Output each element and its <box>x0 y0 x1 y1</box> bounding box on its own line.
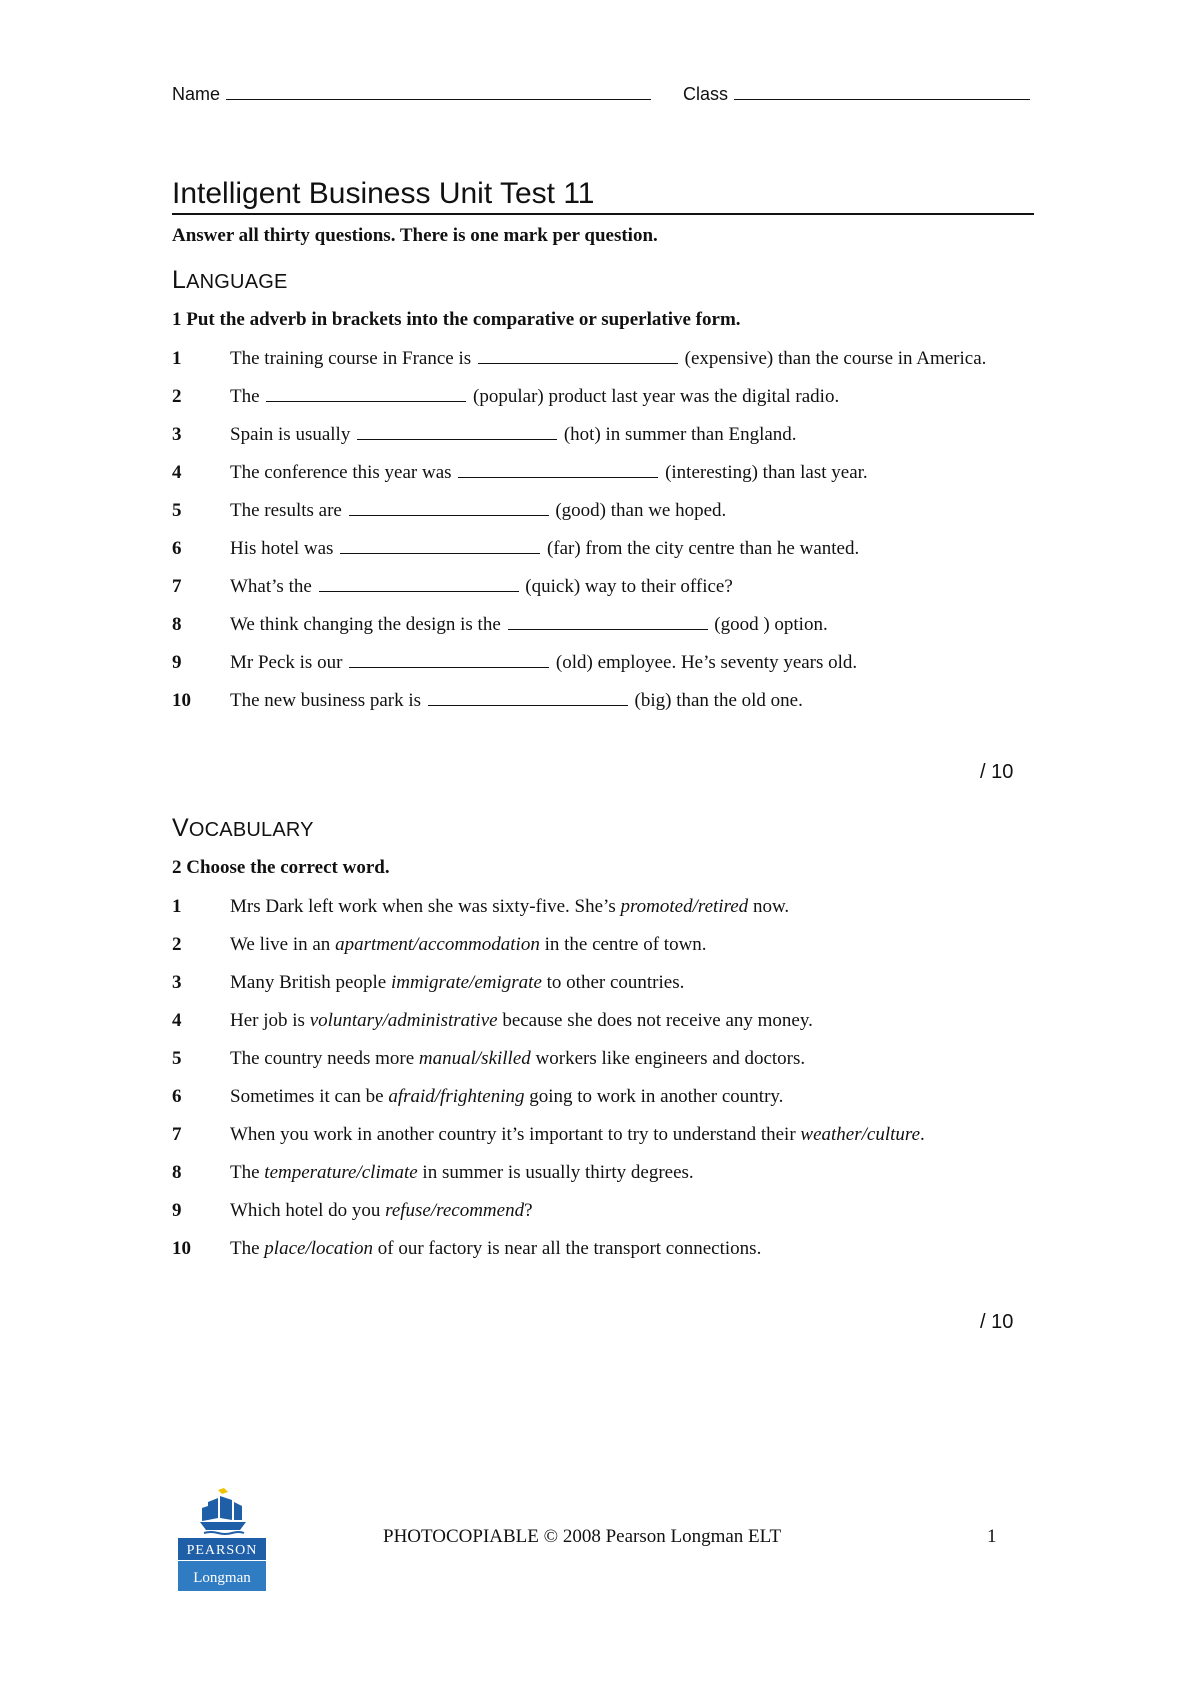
question-text-after: to other countries. <box>546 972 685 993</box>
word-options[interactable]: voluntary/administrative <box>309 1010 498 1031</box>
question-text-before: We think changing the design is the <box>230 614 501 635</box>
question-number: 3 <box>172 972 182 993</box>
language-question <box>172 498 1002 523</box>
vocabulary-question <box>172 1046 1002 1071</box>
question-text-after: in the centre of town. <box>544 934 707 955</box>
pearson-longman-logo <box>178 1488 266 1591</box>
word-options[interactable]: weather/culture <box>800 1124 921 1145</box>
question-number: 1 <box>172 348 182 369</box>
language-question <box>172 384 1002 409</box>
question-text-before: Her job is <box>230 1010 305 1031</box>
question-text-before: Many British people <box>230 972 387 993</box>
question-text-after: (quick) way to their office? <box>525 576 733 597</box>
vocabulary-question <box>172 1160 1002 1185</box>
question-number: 1 <box>172 896 182 917</box>
question-text-after: (expensive) than the course in America. <box>684 348 987 369</box>
language-question <box>172 650 1002 675</box>
vocabulary-question <box>172 1122 1002 1147</box>
language-question <box>172 346 1002 371</box>
question-number: 10 <box>172 690 191 711</box>
name-label: Name <box>172 84 221 104</box>
question-text-before: Mr Peck is our <box>230 652 343 673</box>
ship-icon <box>178 1488 266 1591</box>
question-number: 10 <box>172 1238 191 1259</box>
question-text-before: What’s the <box>230 576 312 597</box>
question-number: 3 <box>172 424 182 445</box>
answer-blank[interactable] <box>319 574 519 592</box>
language-question <box>172 688 1002 713</box>
answer-blank[interactable] <box>508 612 708 630</box>
question-text-after: in summer is usually thirty degrees. <box>422 1162 694 1183</box>
question-number: 2 <box>172 386 182 407</box>
logo-line1: PEARSON <box>186 1543 258 1558</box>
question-text-after: now. <box>752 896 790 917</box>
question-text-after: ? <box>524 1200 533 1221</box>
question-number: 9 <box>172 1200 182 1221</box>
vocabulary-heading <box>172 814 314 843</box>
language-question <box>172 536 1002 561</box>
vocabulary-task: 2 Choose the correct word. <box>172 857 390 878</box>
answer-blank[interactable] <box>349 498 549 516</box>
question-text-after: (interesting) than last year. <box>665 462 868 483</box>
question-text-before: The training course in France is <box>230 348 472 369</box>
question-number: 9 <box>172 652 182 673</box>
answer-blank[interactable] <box>428 688 628 706</box>
question-number: 7 <box>172 576 182 597</box>
word-options[interactable]: place/location <box>264 1238 373 1259</box>
question-text-before: We live in an <box>230 934 331 955</box>
vocabulary-question <box>172 1236 1002 1261</box>
question-text-after: (big) than the old one. <box>634 690 803 711</box>
page-number: 1 <box>987 1526 997 1547</box>
question-number: 8 <box>172 1162 182 1183</box>
question-text-after: workers like engineers and doctors. <box>535 1048 806 1069</box>
language-task: 1 Put the adverb in brackets into the comparative or superlative form. <box>172 309 741 330</box>
question-text-before: When you work in another country it’s important to try to understand their <box>230 1124 796 1145</box>
vocabulary-heading-initial: V <box>172 814 189 842</box>
class-field[interactable] <box>683 83 1030 105</box>
class-label: Class <box>683 84 729 104</box>
vocabulary-question <box>172 1008 1002 1033</box>
vocabulary-question <box>172 932 1002 957</box>
answer-blank[interactable] <box>349 650 549 668</box>
word-options[interactable]: afraid/frightening <box>388 1086 525 1107</box>
language-question <box>172 460 1002 485</box>
vocabulary-question-list <box>172 894 1002 1261</box>
question-text-after: going to work in another country. <box>529 1086 784 1107</box>
language-heading-initial: L <box>172 266 187 294</box>
question-text-after: of our factory is near all the transport connections. <box>377 1238 762 1259</box>
language-score: / 10 <box>980 761 1014 783</box>
question-number: 6 <box>172 1086 182 1107</box>
question-text-after: (old) employee. He’s seventy years old. <box>555 652 858 673</box>
name-line[interactable] <box>226 83 651 100</box>
word-options[interactable]: apartment/accommodation <box>335 934 540 955</box>
question-text-before: The <box>230 1162 260 1183</box>
question-number: 5 <box>172 1048 182 1069</box>
language-heading-rest: ANGUAGE <box>186 271 288 293</box>
vocabulary-question <box>172 970 1002 995</box>
question-text-before: Mrs Dark left work when she was sixty-five. She’s <box>230 896 616 917</box>
language-question <box>172 612 1002 637</box>
question-text-after: (good ) option. <box>714 614 828 635</box>
question-text-before: The country needs more <box>230 1048 415 1069</box>
title-block <box>172 175 1034 215</box>
instructions: Answer all thirty questions. There is one mark per question. <box>172 225 658 246</box>
question-text-before: Which hotel do you <box>230 1200 381 1221</box>
language-question <box>172 422 1002 447</box>
question-text-before: The <box>230 1238 260 1259</box>
question-number: 8 <box>172 614 182 635</box>
question-number: 2 <box>172 934 182 955</box>
question-text-before: The <box>230 386 260 407</box>
question-text-after: (hot) in summer than England. <box>563 424 797 445</box>
answer-blank[interactable] <box>357 422 557 440</box>
word-options[interactable]: promoted/retired <box>620 896 749 917</box>
question-text-before: The conference this year was <box>230 462 452 483</box>
word-options[interactable]: temperature/climate <box>264 1162 418 1183</box>
question-text-after: (popular) product last year was the digital radio. <box>473 386 840 407</box>
answer-blank[interactable] <box>458 460 658 478</box>
page-title: Intelligent Business Unit Test 11 <box>172 177 595 210</box>
answer-blank[interactable] <box>340 536 540 554</box>
question-text-after: because she does not receive any money. <box>502 1010 813 1031</box>
answer-blank[interactable] <box>478 346 678 364</box>
question-number: 7 <box>172 1124 182 1145</box>
language-question-list <box>172 346 1002 713</box>
language-heading <box>172 266 288 295</box>
word-options[interactable]: refuse/recommend <box>385 1200 525 1221</box>
question-text-before: The new business park is <box>230 690 422 711</box>
question-text-after: (far) from the city centre than he wanted. <box>546 538 860 559</box>
logo-line2: Longman <box>193 1570 251 1586</box>
vocabulary-question <box>172 894 1002 919</box>
language-question <box>172 574 1002 599</box>
class-line[interactable] <box>734 83 1030 100</box>
vocabulary-score: / 10 <box>980 1311 1014 1333</box>
name-field[interactable] <box>172 83 651 105</box>
vocabulary-question <box>172 1084 1002 1109</box>
question-text-after: . <box>920 1124 925 1145</box>
question-number: 6 <box>172 538 182 559</box>
answer-blank[interactable] <box>266 384 466 402</box>
word-options[interactable]: manual/skilled <box>418 1048 531 1069</box>
question-number: 5 <box>172 500 182 521</box>
vocabulary-heading-rest: OCABULARY <box>188 819 314 841</box>
question-number: 4 <box>172 1010 182 1031</box>
question-text-before: His hotel was <box>230 538 334 559</box>
question-text-before: Sometimes it can be <box>230 1086 384 1107</box>
question-text-before: The results are <box>230 500 342 521</box>
footer-copyright: PHOTOCOPIABLE © 2008 Pearson Longman ELT <box>383 1526 782 1547</box>
word-options[interactable]: immigrate/emigrate <box>390 972 542 993</box>
question-text-before: Spain is usually <box>230 424 351 445</box>
question-text-after: (good) than we hoped. <box>555 500 727 521</box>
question-number: 4 <box>172 462 182 483</box>
vocabulary-question <box>172 1198 1002 1223</box>
